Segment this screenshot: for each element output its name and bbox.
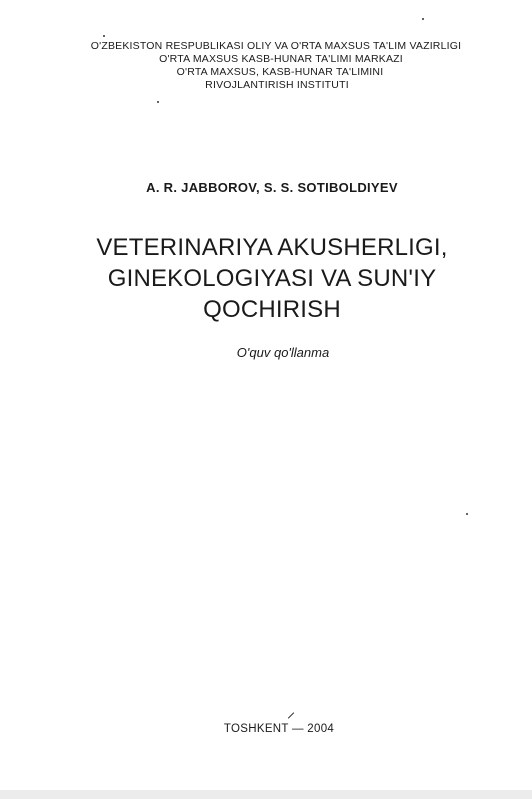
- scan-speck: [422, 18, 424, 20]
- header-line-institute: O'RTA MAXSUS, KASB-HUNAR TA'LIMINI: [176, 66, 384, 78]
- header-line-center: O'RTA MAXSUS KASB-HUNAR TA'LIMI MARKAZI: [159, 53, 403, 65]
- scan-speck: [466, 513, 468, 515]
- title-line-1: VETERINARIYA AKUSHERLIGI,: [96, 234, 448, 261]
- header-line-ministry: O'ZBEKISTON RESPUBLIKASI OLIY VA O'RTA MAXSUS TA'LIM VAZIRLIGI: [90, 40, 462, 52]
- ministry-header: [0, 40, 532, 92]
- scan-speck: [103, 35, 105, 37]
- book-subtitle: O'quv qo'llanma: [236, 345, 330, 360]
- scan-mark: [288, 712, 294, 718]
- publication-place-year: TOSHKENT — 2004: [223, 723, 335, 735]
- header-line-institute-cont: RIVOJLANTIRISH INSTITUTI: [205, 79, 349, 91]
- book-title: [0, 232, 532, 325]
- scan-speck: [157, 101, 159, 103]
- title-line-3: QOCHIRISH: [203, 296, 341, 323]
- book-authors: A. R. JABBOROV, S. S. SOTIBOLDIYEV: [146, 180, 398, 195]
- page-bottom-edge: [0, 790, 532, 799]
- title-line-2: GINEKOLOGIYASI VA SUN'IY: [107, 265, 437, 292]
